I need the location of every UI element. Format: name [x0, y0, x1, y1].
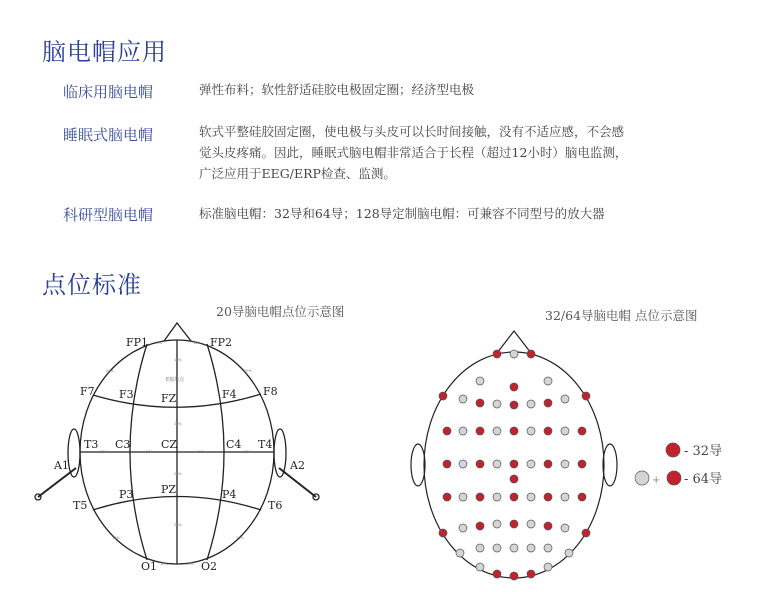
pct-label: 10%	[186, 562, 194, 566]
electrode-32-dot	[476, 522, 484, 530]
electrode-32-dot	[510, 401, 518, 409]
label-a2: A2	[290, 459, 305, 472]
electrode-32-dot	[578, 427, 586, 435]
label-f4: F4	[222, 388, 237, 401]
caption-20-channel: 20导脑电帽点位示意图	[216, 304, 345, 319]
pct-label: 20%	[100, 450, 108, 454]
electrode-64-dot	[493, 400, 501, 408]
label-p4: P4	[222, 488, 237, 501]
electrode-32-dot	[439, 392, 447, 400]
electrode-32-dot	[443, 427, 451, 435]
left-ear	[411, 444, 425, 486]
electrode-32-dot	[544, 399, 552, 407]
label-t6: T6	[268, 499, 283, 512]
electrode-64-dot	[456, 549, 464, 557]
label-o1: O1	[141, 560, 158, 573]
electrode-32-dot	[510, 572, 518, 580]
legend-red-dot	[667, 471, 681, 485]
electrode-32-dot	[443, 460, 451, 468]
right-ear	[603, 444, 617, 486]
electrode-64-dot	[527, 520, 535, 528]
label-p3: P3	[119, 488, 134, 501]
electrode-64-dot	[459, 427, 467, 435]
electrode-32-dot	[544, 427, 552, 435]
electrode-64-dot	[493, 544, 501, 552]
section-title-positions: 点位标准	[42, 271, 142, 299]
electrode-64-dot	[459, 493, 467, 501]
electrode-32-dot	[527, 350, 535, 358]
electrode-64-dot	[527, 400, 535, 408]
ground-label: E接地点	[166, 377, 185, 383]
electrode-32-dot	[493, 570, 501, 578]
electrode-32-dot	[476, 460, 484, 468]
pct-label: 10%	[174, 358, 182, 362]
label-t3: T3	[84, 438, 99, 451]
electrode-labels-20	[53, 336, 305, 573]
label-c4: C4	[226, 438, 242, 451]
a1-lead	[38, 468, 76, 497]
electrode-32-dot	[510, 460, 518, 468]
electrode-64-dot	[565, 549, 573, 557]
item-label-clinical: 临床用脑电帽	[63, 83, 154, 101]
electrode-64-dot	[561, 493, 569, 501]
pct-label: 20%	[106, 369, 114, 373]
label-pz: PZ	[161, 483, 177, 496]
electrode-64-dot	[493, 520, 501, 528]
electrode-64-dot	[544, 563, 552, 571]
label-a1: A1	[54, 459, 69, 472]
electrode-64-dot	[493, 427, 501, 435]
electrode-32-dot	[510, 493, 518, 501]
label-fz: FZ	[161, 392, 177, 405]
pct-label: 20%	[198, 450, 206, 454]
electrode-32-dot	[476, 399, 484, 407]
electrode-64-dot	[561, 524, 569, 532]
electrode-64-dot	[527, 460, 535, 468]
electrode-64-dot	[459, 395, 467, 403]
electrode-dots-64	[439, 350, 590, 580]
electrode-64-dot	[510, 544, 518, 552]
electrode-64-dot	[527, 427, 535, 435]
electrode-32-dot	[578, 493, 586, 501]
electrode-32-dot	[510, 383, 518, 391]
item-desc-clinical: 弹性布料；软性舒适硅胶电极固定圈；经济型电极	[199, 82, 475, 97]
electrode-64-dot	[544, 377, 552, 385]
item-label-sleep: 睡眠式脑电帽	[63, 126, 154, 144]
pct-label: 20%	[244, 369, 252, 373]
a2-lead	[279, 468, 316, 497]
legend-red-dot	[666, 443, 680, 457]
label-f7: F7	[80, 385, 95, 398]
pct-label: 20%	[146, 450, 154, 454]
electrode-32-dot	[582, 529, 590, 537]
electrode-32-dot	[493, 350, 501, 358]
diagram-64-channel	[411, 331, 617, 578]
electrode-64-dot	[476, 544, 484, 552]
pct-label: 10%	[236, 536, 244, 540]
label-fp1: FP1	[126, 336, 149, 349]
electrode-64-dot	[544, 544, 552, 552]
legend-plus: +	[652, 475, 661, 486]
nose	[164, 323, 191, 341]
pct-label: 10%	[112, 536, 120, 540]
electrode-32-dot	[476, 493, 484, 501]
legend-64-label: - 64导	[684, 472, 723, 487]
electrode-32-dot	[527, 570, 535, 578]
electrode-64-dot	[493, 460, 501, 468]
pct-label: 10%	[193, 341, 201, 345]
label-c3: C3	[115, 438, 131, 451]
legend-64	[635, 443, 722, 487]
pct-label: 20%	[174, 472, 182, 476]
legend-gray-dot	[635, 471, 649, 485]
section-title-application: 脑电帽应用	[42, 38, 167, 66]
electrode-32-dot	[443, 493, 451, 501]
electrode-64-dot	[476, 563, 484, 571]
electrode-64-dot	[459, 524, 467, 532]
electrode-64-dot	[527, 493, 535, 501]
pct-label: 10%	[154, 341, 162, 345]
electrode-64-dot	[476, 377, 484, 385]
electrode-32-dot	[510, 427, 518, 435]
label-t5: T5	[73, 499, 88, 512]
item-desc-sleep: 软式平整硅胶固定圈，使电极与头皮可以长时间接触，没有不适应感，不会感觉头皮疼痛。因此，睡眠式脑电帽非常适合于长程（超过12小时）脑电监测，广泛应用于EEG/ERP检查、监测。	[199, 124, 628, 181]
pct-label: 10%	[160, 562, 168, 566]
electrode-64-dot	[459, 460, 467, 468]
electrode-64-dot	[561, 427, 569, 435]
item-desc-research: 标准脑电帽：32导和64导；128导定制脑电帽：可兼容不同型号的放大器	[199, 206, 605, 221]
electrode-64-dot	[527, 544, 535, 552]
electrode-32-dot	[578, 460, 586, 468]
item-label-research: 科研型脑电帽	[63, 206, 154, 224]
electrode-32-dot	[544, 493, 552, 501]
caption-64-channel: 32/64导脑电帽 点位示意图	[545, 308, 698, 323]
electrode-32-dot	[476, 427, 484, 435]
label-f8: F8	[263, 385, 278, 398]
electrode-64-dot	[561, 460, 569, 468]
electrode-32-dot	[544, 460, 552, 468]
electrode-64-dot	[561, 395, 569, 403]
label-o2: O2	[201, 560, 218, 573]
label-cz: CZ	[161, 438, 178, 451]
electrode-32-dot	[510, 475, 518, 483]
legend-32-label: - 32导	[684, 444, 723, 459]
label-fp2: FP2	[210, 336, 233, 349]
electrode-32-dot	[510, 520, 518, 528]
electrode-32-dot	[439, 529, 447, 537]
pct-label: 20%	[244, 450, 252, 454]
pct-label: 20%	[174, 523, 182, 527]
label-t4: T4	[258, 438, 273, 451]
label-f3: F3	[119, 388, 134, 401]
electrode-32-dot	[582, 392, 590, 400]
electrode-64-dot	[493, 493, 501, 501]
electrode-32-dot	[544, 522, 552, 530]
pct-label: 20%	[174, 422, 182, 426]
electrode-64-dot	[510, 350, 518, 358]
